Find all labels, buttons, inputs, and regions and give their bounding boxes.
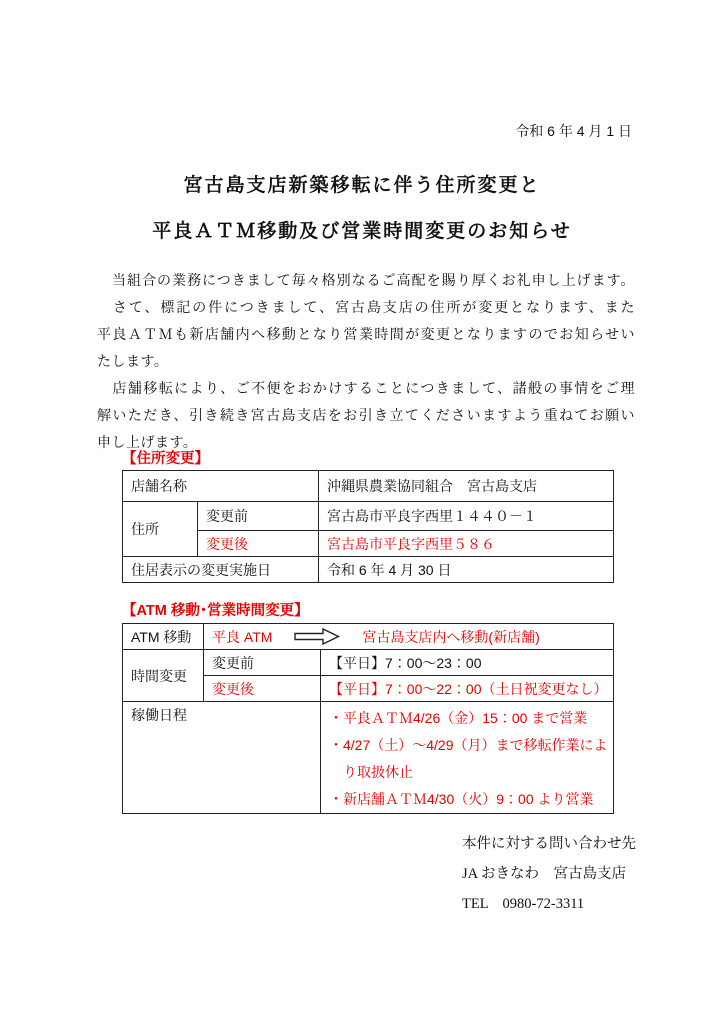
table-row [123,557,614,583]
paragraph-3-line-3: 申し上げます。 [97,434,198,450]
address-change-table [122,470,614,583]
hours-before-value: 【平日】7：00～23：00 [321,650,614,676]
atm-move-detail [212,627,613,647]
address-label: 住所 [123,502,198,557]
schedule-item-3: ・新店舗ＡＴＭ4/30（火）9：00 より営業 [329,791,594,807]
hours-change-label: 時間変更 [123,650,204,702]
hours-after-label: 変更後 [204,676,321,702]
schedule-items [321,702,614,814]
effective-date-label: 住居表示の変更実施日 [123,557,319,583]
paragraph-2-line-2: 平良ＡＴＭも新店舗内へ移動となり営業時間が変更となりますのでお知らせい [97,326,635,342]
atm-move-to: 宮古島支店内へ移動(新店舗) [362,628,540,645]
address-change-heading: 【住所変更】 [122,451,209,467]
schedule-item-1: ・平良ＡＴＭ4/26（金）15：00 まで営業 [329,710,588,726]
schedule-label: 稼働日程 [123,702,321,814]
paragraph-2-line-1: さて、標記の件につきまして、宮古島支店の住所が変更となります、また [97,299,635,315]
schedule-item-2: ・4/27（土）～4/29（月）まで移転作業により取扱休止 [329,737,608,780]
atm-move-label: ATM 移動 [123,624,204,650]
contact-branch: JA おきなわ 宮古島支店 [462,866,626,882]
hours-before-label: 変更前 [204,650,321,676]
store-name-value: 沖縄県農業協同組合 宮古島支店 [319,471,614,502]
atm-change-heading: 【ATM 移動･営業時間変更】 [122,603,309,619]
contact-phone: TEL 0980-72-3311 [462,896,585,912]
table-row [123,471,614,502]
address-before-value: 宮古島市平良字西里１４４０－１ [319,502,614,531]
table-row [123,502,614,531]
table-row [123,624,614,650]
paragraph-1-line-1: 当組合の業務につきまして毎々格別なるご高配を賜り厚くお礼申し上げます。 [97,272,635,288]
address-before-label: 変更前 [198,502,319,531]
hours-after-value: 【平日】7：00～22：00（土日祝変更なし） [321,676,614,702]
document-title-line1: 宮古島支店新築移転に伴う住所変更と [183,175,541,196]
address-after-value: 宮古島市平良字西里５８６ [319,531,614,557]
right-arrow-icon [294,628,340,645]
address-after-label: 変更後 [198,531,319,557]
document-date: 令和 6 年 4 月 1 日 [515,123,632,139]
document-title-line2: 平良ＡＴＭ移動及び営業時間変更のお知らせ [152,221,572,242]
contact-block [462,829,636,919]
atm-move-from: 平良 ATM [212,628,273,645]
paragraph-3-line-2: 解いただき、引き続き宮古島支店をお引き立てくださいますよう重ねてお願い [97,407,635,423]
store-name-label: 店舗名称 [123,471,319,502]
table-row [123,702,614,814]
body-paragraphs [97,267,635,456]
atm-change-table [122,623,614,814]
paragraph-2-line-3: たします。 [97,353,169,369]
table-row [123,650,614,676]
effective-date-value: 令和 6 年 4 月 30 日 [319,557,614,583]
contact-heading: 本件に対する問い合わせ先 [462,836,636,852]
paragraph-3-line-1: 店舗移転により、ご不便をおかけすることにつきまして、諸般の事情をご理 [97,380,635,396]
